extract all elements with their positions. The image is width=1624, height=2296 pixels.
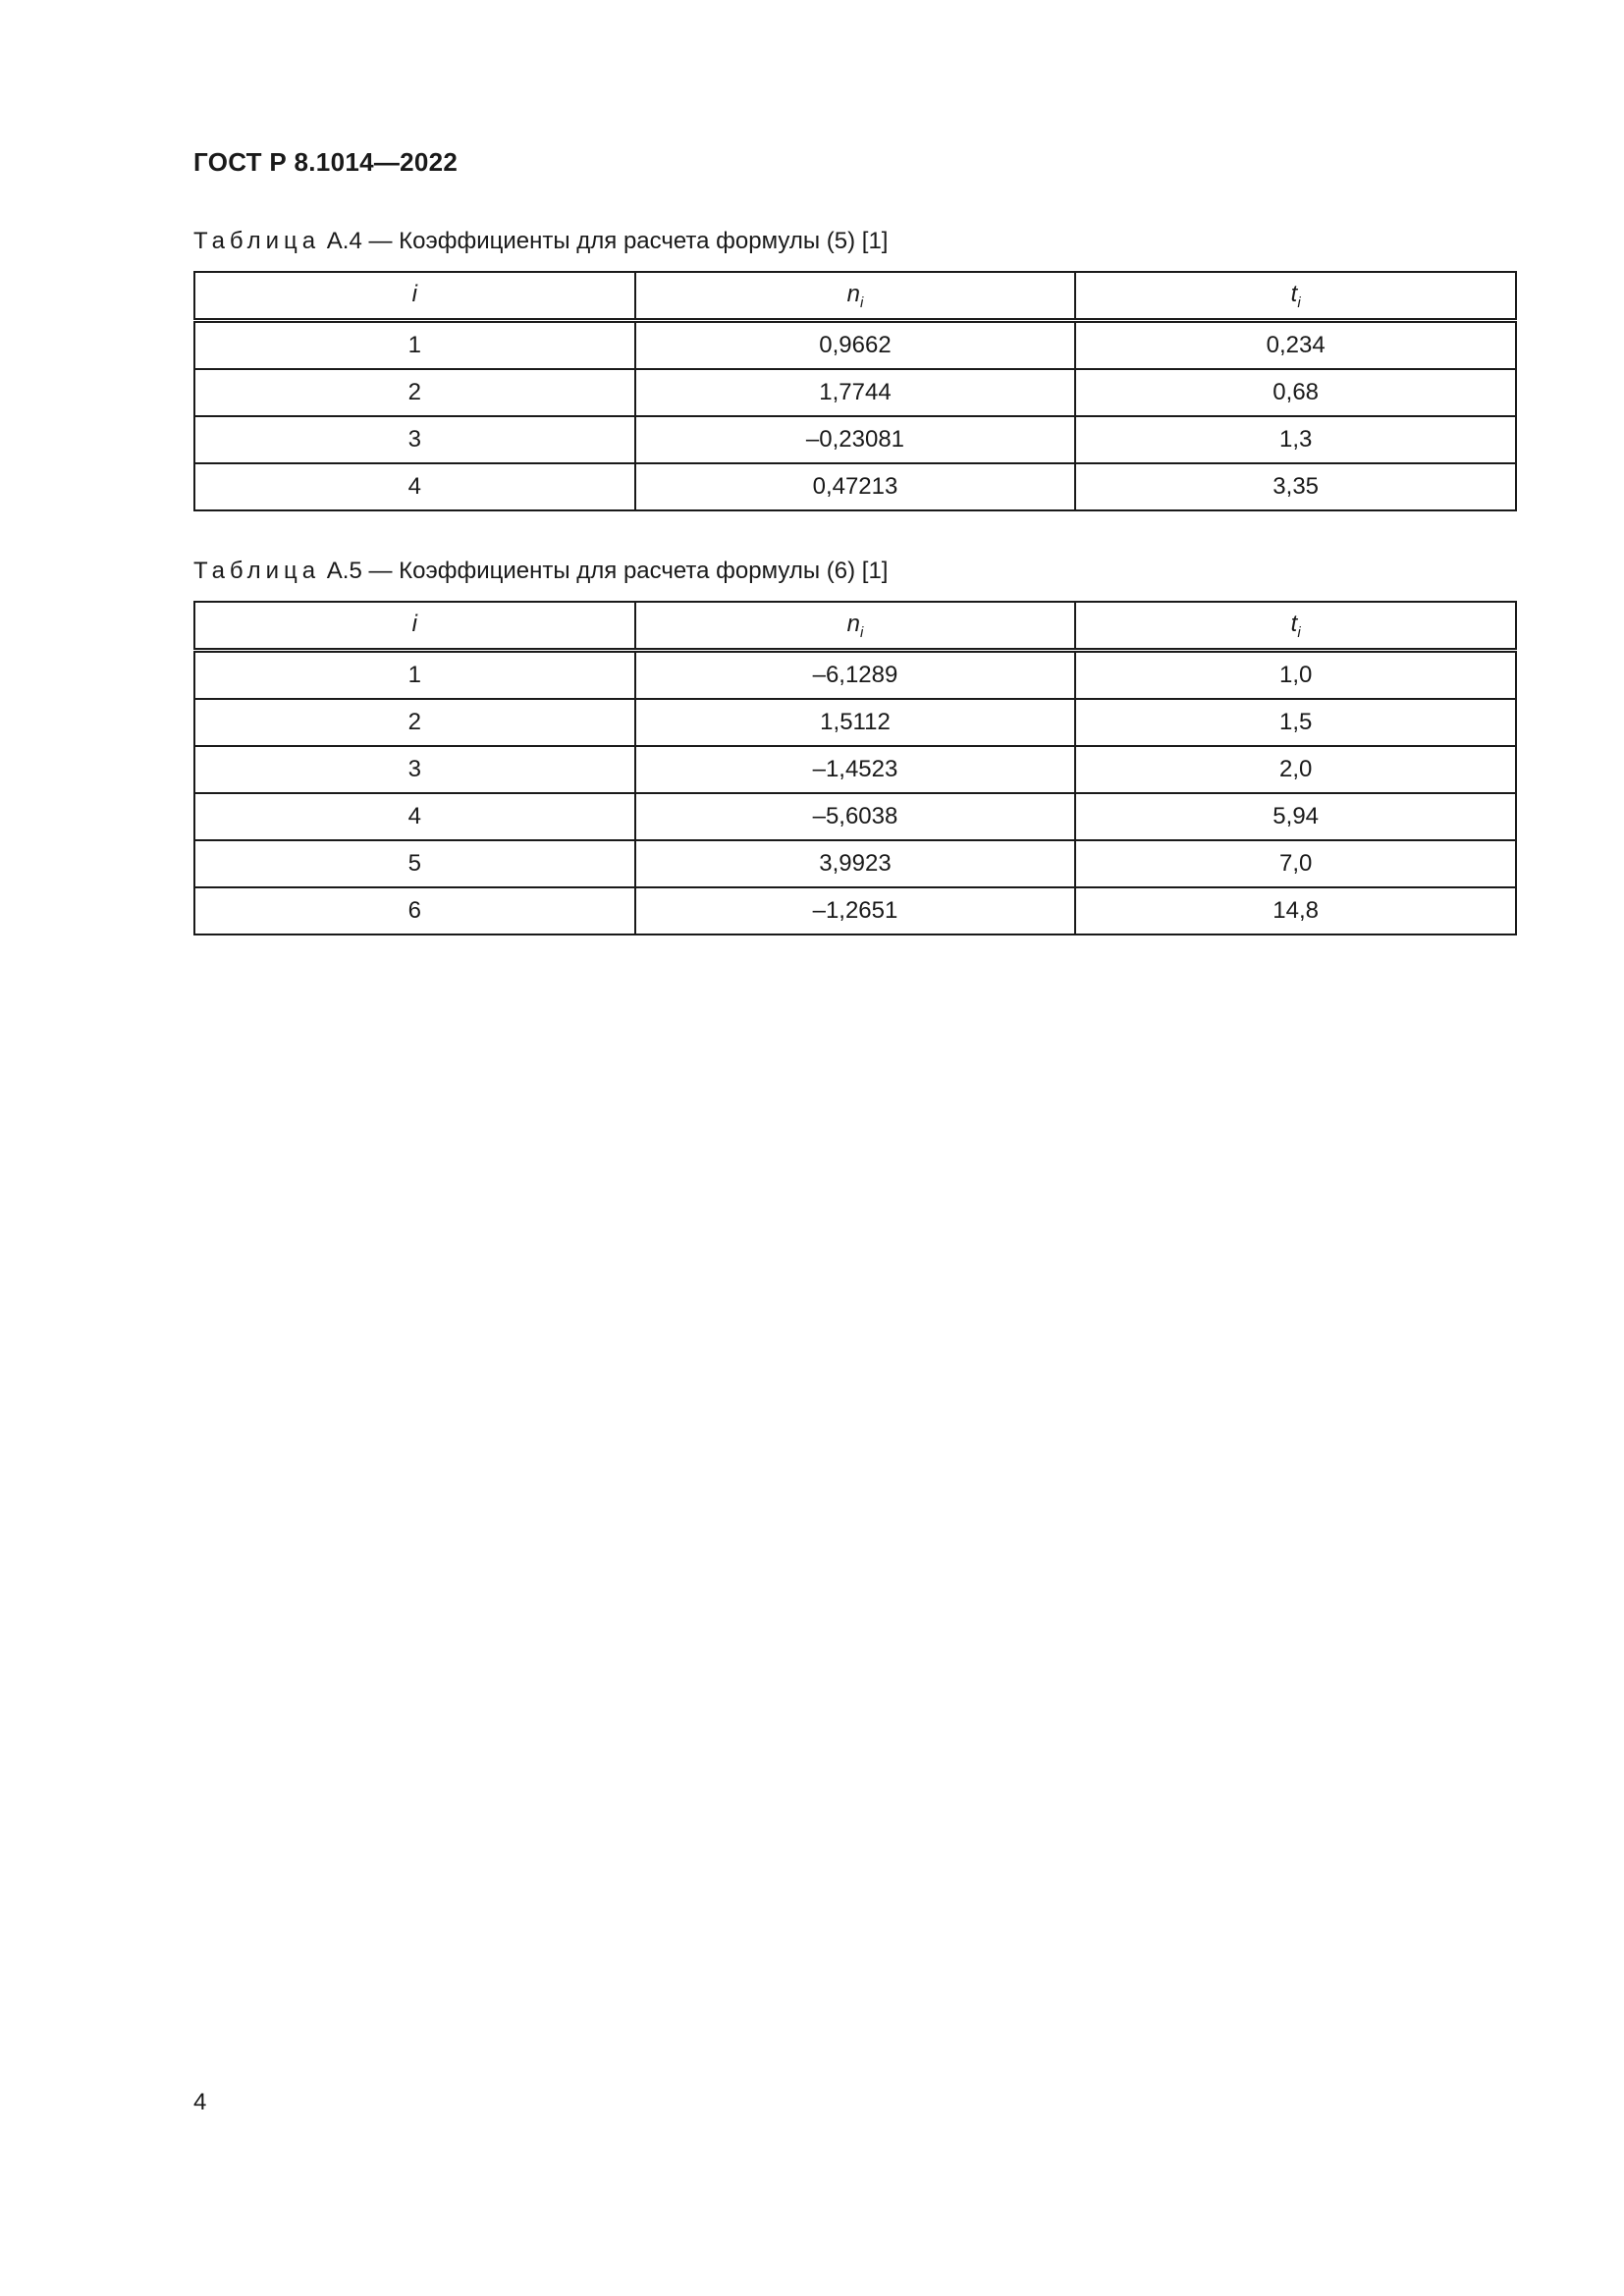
cell-t: 2,0 — [1075, 746, 1516, 793]
cell-i: 2 — [194, 699, 635, 746]
column-header-n: $n_i$ — [635, 602, 1076, 651]
table-row — [194, 699, 1516, 746]
column-header-n: $n_i$ — [635, 272, 1076, 321]
cell-i: 4 — [194, 463, 635, 510]
cell-n: –0,23081 — [635, 416, 1076, 463]
cell-n: 0,47213 — [635, 463, 1076, 510]
column-header-t: $t_i$ — [1075, 602, 1516, 651]
cell-n: 1,5112 — [635, 699, 1076, 746]
table-row — [194, 321, 1516, 370]
cell-n: –5,6038 — [635, 793, 1076, 840]
table-row — [194, 840, 1516, 887]
cell-t: 0,234 — [1075, 321, 1516, 370]
table-row — [194, 887, 1516, 934]
table-a4-caption — [193, 228, 888, 255]
cell-t: 1,5 — [1075, 699, 1516, 746]
cell-n: –1,4523 — [635, 746, 1076, 793]
cell-i: 2 — [194, 369, 635, 416]
table-header-row — [194, 272, 1516, 321]
document-header: ГОСТ Р 8.1014—2022 — [193, 147, 459, 177]
table-a5-caption — [193, 558, 888, 585]
column-header-i: i — [194, 602, 635, 651]
cell-i: 5 — [194, 840, 635, 887]
table-a4 — [193, 271, 1517, 511]
cell-i: 3 — [194, 416, 635, 463]
table-row — [194, 651, 1516, 700]
cell-t: 7,0 — [1075, 840, 1516, 887]
table-a4-caption-text: А.4 — Коэффициенты для расчета формулы (5) [1] — [320, 228, 889, 254]
table-a5-caption-prefix: Таблица — [193, 558, 321, 584]
table-row — [194, 746, 1516, 793]
cell-t: 14,8 — [1075, 887, 1516, 934]
table-a5-caption-text: А.5 — Коэффициенты для расчета формулы (6) [1] — [320, 558, 889, 584]
cell-i: 4 — [194, 793, 635, 840]
table-a4-caption-prefix: Таблица — [193, 228, 321, 254]
cell-i: 3 — [194, 746, 635, 793]
table-a5 — [193, 601, 1517, 935]
page-number: 4 — [193, 2089, 207, 2115]
cell-t: 5,94 — [1075, 793, 1516, 840]
table-row — [194, 416, 1516, 463]
cell-n: –1,2651 — [635, 887, 1076, 934]
cell-t: 1,3 — [1075, 416, 1516, 463]
cell-n: –6,1289 — [635, 651, 1076, 700]
column-header-t: $t_i$ — [1075, 272, 1516, 321]
table-header-row — [194, 602, 1516, 651]
cell-n: 1,7744 — [635, 369, 1076, 416]
cell-n: 0,9662 — [635, 321, 1076, 370]
cell-i: 1 — [194, 321, 635, 370]
cell-t: 0,68 — [1075, 369, 1516, 416]
cell-n: 3,9923 — [635, 840, 1076, 887]
table-row — [194, 463, 1516, 510]
column-header-i: i — [194, 272, 635, 321]
cell-i: 1 — [194, 651, 635, 700]
table-row — [194, 369, 1516, 416]
cell-t: 3,35 — [1075, 463, 1516, 510]
cell-i: 6 — [194, 887, 635, 934]
cell-t: 1,0 — [1075, 651, 1516, 700]
table-row — [194, 793, 1516, 840]
